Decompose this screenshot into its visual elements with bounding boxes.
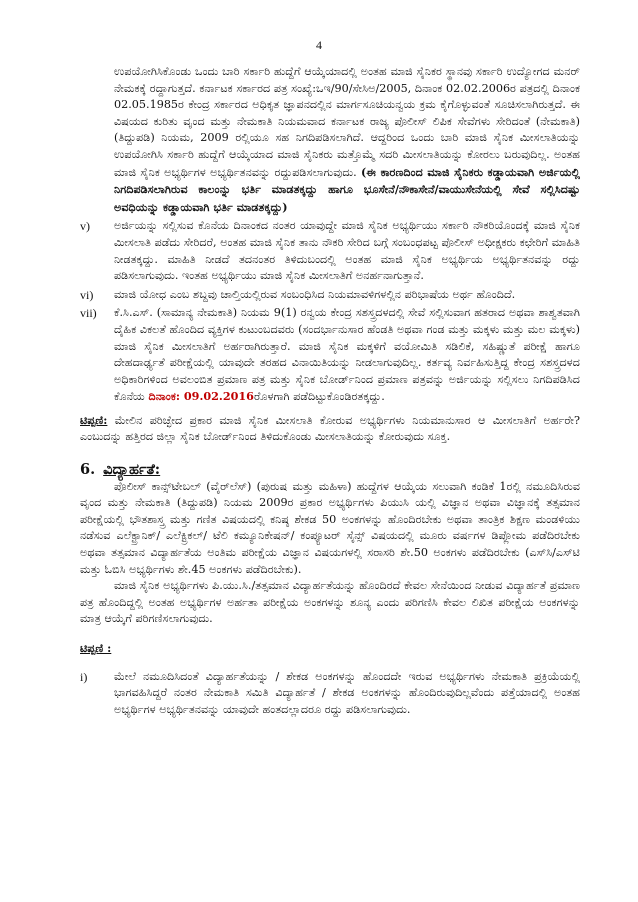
note-list-item [80, 669, 580, 719]
note-heading: ಟಿಪ್ಪಣಿ : [80, 641, 112, 655]
list-item-vi [80, 287, 580, 304]
list-marker: i) [80, 669, 88, 684]
list-item-text: ಮಾಜಿ ಯೋಧ ಎಂಬ ಶಬ್ದವು ಚಾಲ್ತಿಯಲ್ಲಿರುವ ಸಂಬಂಧಿಸಿದ ನಿಯಮಾವಳಿಗಳಲ್ಲಿನ ಪರಿಭಾಷೆಯ ಅರ್ಥ ಹೊಂದಿದೆ. [114, 287, 516, 301]
deadline-date: ದಿನಾಂಕ: 09.02.2016 [148, 389, 254, 404]
note-paragraph [80, 412, 580, 446]
intro-paragraph [114, 64, 580, 216]
note-text: ಮೇಲಿನ ಪರಿಚ್ಛೇದ ಪ್ರಕಾರ ಮಾಜಿ ಸೈನಿಕ ಮೀಸಲಾತಿ ಕೋರುವ ಅಭ್ಯರ್ಥಿಗಳು ನಿಯಮಾನುಸಾರ ಆ ಮೀಸಲಾತಿಗೆ ಅರ್ಹರೇ? ಎಂಬುದನ್ನು ಹತ್ತಿರದ ಜಿಲ್ಲಾ ಸೈನಿಕ ಬೋರ್ಡ್‌ನಿಂದ ತಿಳಿದುಕೊಂಡು ಮೀಸಲಾತಿಯನ್ನು ಕೋರುವುದು ಸೂಕ್ತ. [80, 413, 581, 444]
list-marker: vi) [80, 287, 94, 302]
list-marker: v) [80, 219, 90, 234]
page-number: 4 [316, 38, 322, 52]
section-heading [80, 462, 580, 479]
document-body [80, 64, 580, 718]
list-item-text-end: ರೊಳಗಾಗಿ ಪಡೆದಿಟ್ಟುಕೊಂಡಿರತಕ್ಕದ್ದು. [253, 390, 385, 404]
section-title: ವಿದ್ಯಾರ್ಹತೆ: [103, 461, 161, 479]
section-number: 6. [80, 461, 96, 479]
section-paragraph-2: ಮಾಜಿ ಸೈನಿಕ ಅಭ್ಯರ್ಥಿಗಳು ಪಿ.ಯು.ಸಿ./ತತ್ಸಮಾನ ವಿದ್ಯಾರ್ಹತೆಯನ್ನು ಹೊಂದಿರದೆ ಕೇವಲ ಸೇನೆಯಿಂದ ನೀಡುವ ವಿದ್ಯಾರ್ಹತೆ ಪ್ರಮಾಣ ಪತ್ರ ಹೊಂದಿದ್ದಲ್ಲಿ ಅಂತಹ ಅಭ್ಯರ್ಥಿಗಳ ಅರ್ಹತಾ ಪರೀಕ್ಷೆಯ ಅಂಕಗಳನ್ನು ಶೂನ್ಯ ಎಂದು ಪರಿಗಣಿಸಿ ಕೇವಲ ಲಿಖಿತ ಪರೀಕ್ಷೆಯ ಅಂಕಗಳನ್ನು ಮಾತ್ರ ಆಯ್ಕೆಗೆ ಪರಿಗಣಿಸಲಾಗುವುದು. [80, 579, 580, 626]
list-item-text-container [114, 305, 580, 406]
list-item-vii [80, 305, 580, 406]
list-item-text: ಅರ್ಜಿಯನ್ನು ಸಲ್ಲಿಸುವ ಕೊನೆಯ ದಿನಾಂಕದ ನಂತರ ಯಾವುದ್ದೇ ಮಾಜಿ ಸೈನಿಕ ಅಭ್ಯರ್ಥಿಯು ಸರ್ಕಾರಿ ನೌಕರಿಯೊಂದಕ್ಕೆ ಮಾಜಿ ಸೈನಿಕ ಮೀಸಲಾತಿ ಪಡೆದು ಸೇರಿದರೆ, ಅಂತಹ ಮಾಜಿ ಸೈನಿಕ ತಾನು ನೌಕರಿ ಸೇರಿದ ಬಗ್ಗೆ ಸಂಬಂಧಪಟ್ಟ ಪೊಲೀಸ್ ಅಧೀಕ್ಷಕರು ಕಛೇರಿಗೆ ಮಾಹಿತಿ ನೀಡತಕ್ಕದ್ದು. ಮಾಹಿತಿ ನೀಡದೆ ತದನಂತರ ತಿಳಿದುಬಂದಲ್ಲಿ ಅಂತಹ ಮಾಜಿ ಸೈನಿಕ ಅಭ್ಯರ್ಥಿಯ ಅಭ್ಯರ್ಥಿತನವನ್ನು ರದ್ದು ಪಡಿಸಲಾಗುವುದು. ಇಂತಹ ಅಭ್ಯರ್ಥಿಯು ಮಾಜಿ ಸೈನಿಕ ಮೀಸಲಾತಿಗೆ ಅನರ್ಹನಾಗುತ್ತಾನೆ. [114, 219, 580, 283]
section-paragraph-1: ಪೊಲೀಸ್ ಕಾನ್ಸ್‌ಟೇಬಲ್ (ವೈರ್‌ಲೆಸ್) (ಪುರುಷ ಮತ್ತು ಮಹಿಳಾ) ಹುದ್ದೆಗಳ ಆಯ್ಕೆಯ ಸಲುವಾಗಿ ಕಂಡಿಕೆ 1ರಲ್ಲಿ ನಮೂದಿಸಿರುವ ವೃಂದ ಮತ್ತು ನೇಮಕಾತಿ (ತಿದ್ದುಪಡಿ) ನಿಯಮ 2009ರ ಪ್ರಕಾರ ಅಭ್ಯರ್ಥಿಗಳು ಪಿಯುಸಿ ಯಲ್ಲಿ ವಿಜ್ಞಾನ ಅಥವಾ ವಿಜ್ಞಾನಕ್ಕೆ ತತ್ಸಮಾನ ಪರೀಕ್ಷೆಯಲ್ಲಿ ಭೌತಶಾಸ್ತ್ರ ಮತ್ತು ಗಣಿತ ವಿಷಯದಲ್ಲಿ ಕನಿಷ್ಠ ಶೇಕಡ 50 ಅಂಕಗಳನ್ನು ಹೊಂದಿರಬೇಕು ಅಥವಾ ತಾಂತ್ರಿಕ ಶಿಕ್ಷಣ ಮಂಡಳಿಯು ನಡೆಸುವ ಎಲೆಕ್ಟ್ರಾನಿಕ್/ ಎಲೆಕ್ಟ್ರಿಕಲ್/ ಟೆಲಿ ಕಮ್ಯೂನಿಕೇಷನ್/ ಕಂಪ್ಯೂಟರ್ ಸೈನ್ಸ್ ವಿಷಯದಲ್ಲಿ ಮೂರು ವರ್ಷಗಳ ಡಿಪ್ಲೋಮ ಪಡೆದಿರಬೇಕು ಅಥವಾ ತತ್ಸಮಾನ ವಿದ್ಯಾರ್ಹತೆಯ ಅಂತಿಮ ಪರೀಕ್ಷೆಯ ವಿಜ್ಞಾನ ವಿಷಯಗಳಲ್ಲಿ ಸರಾಸರಿ ಶೇ.50 ಅಂಕಗಳು ಪಡೆದಿರಬೇಕು (ಎಸ್‌ಸಿ/ಎಸ್‌ಟಿ ಮತ್ತು ಓಬಿಸಿ ಅಭ್ಯರ್ಥಿಗಳು ಶೇ.45 ಅಂಕಗಳು ಪಡೆದಿರಬೇಕು). [80, 479, 580, 576]
list-item-v [80, 218, 580, 284]
list-item-text: ಕೆ.ಸಿ.ಎಸ್. (ಸಾಮಾನ್ಯ ನೇಮಕಾತಿ) ನಿಯಮ 9(1) ರನ್ವಯ ಕೇಂದ್ರ ಸಶಸ್ತ್ರದಳದಲ್ಲಿ ಸೇವೆ ಸಲ್ಲಿಸುವಾಗ ಹತರಾದ ಅಥವಾ ಶಾಶ್ವತವಾಗಿ ದೈಹಿಕ ವಿಕಲತೆ ಹೊಂದಿದ ವ್ಯಕ್ತಿಗಳ ಕುಟುಂಬದವರು (ಸಂದರ್ಭಾನುಸಾರ ಹೆಂಡತಿ ಅಥವಾ ಗಂಡ ಮತ್ತು ಮಕ್ಕಳು ಮತ್ತು ಮಲ ಮಕ್ಕಳು) ಮಾಜಿ ಸೈನಿಕ ಮೀಸಲಾತಿಗೆ ಅರ್ಹರಾಗಿರುತ್ತಾರೆ. ಮಾಜಿ ಸೈನಿಕ ಮಕ್ಕಳಿಗೆ ವಯೋಮಿತಿ ಸಡಿಲಿಕೆ, ಸಹಿಷ್ಣುತೆ ಪರೀಕ್ಷೆ ಹಾಗೂ ದೇಹದಾರ್ಢ್ಯತೆ ಪರೀಕ್ಷೆಯಲ್ಲಿ ಯಾವುದೇ ತರಹದ ವಿನಾಯಿತಿಯನ್ನು ನೀಡಲಾಗುವುದಿಲ್ಲ. ಕರ್ತವ್ಯ ನಿರ್ವಹಿಸುತ್ತಿದ್ದ ಕೇಂದ್ರ ಸಶಸ್ತ್ರದಳದ ಅಧಿಕಾರಿಗಳಿಂದ ಅವಲಂಬಿತ ಪ್ರಮಾಣ ಪತ್ರ ಮತ್ತು ಸೈನಿಕ ಬೋರ್ಡ್‌ನಿಂದ ಪ್ರಮಾಣ ಪತ್ರವನ್ನು ಅರ್ಜಿಯನ್ನು ಸಲ್ಲಿಸಲು ನಿಗದಿಪಡಿಸಿದ ಕೊನೆಯ [114, 306, 580, 404]
intro-bold-text: (ಈ ಕಾರಣದಿಂದ ಮಾಜಿ ಸೈನಿಕರು ಕಡ್ಡಾಯವಾಗಿ ಅರ್ಜಿಯಲ್ಲಿ ನಿಗದಿಪಡಿಸಲಾಗಿರುವ ಕಾಲಂನ್ನು ಭರ್ತಿ ಮಾಡತಕ್ಕದ್ದು ಹಾಗೂ ಭೂಸೇನೆ/ನೌಕಾಸೇನೆ/ವಾಯುಸೇನೆಯಲ್ಲಿ ಸೇವೆ ಸಲ್ಲಿಸಿದಷ್ಟು ಅವಧಿಯನ್ನು ಕಡ್ಡಾಯವಾಗಿ ಭರ್ತಿ ಮಾಡತಕ್ಕದ್ದು) [114, 164, 581, 214]
note-label: ಟಿಪ್ಪಣಿ: [80, 412, 108, 427]
list-marker: vii) [80, 306, 97, 321]
list-item-text: ಮೇಲೆ ನಮೂದಿಸಿದಂತೆ ವಿದ್ಯಾರ್ಹತೆಯನ್ನು / ಶೇಕಡ ಅಂಕಗಳನ್ನು ಹೊಂದದೇ ಇರುವ ಅಭ್ಯರ್ಥಿಗಳು ನೇಮಕಾತಿ ಪ್ರಕ್ರಿಯೆಯಲ್ಲಿ ಭಾಗವಹಿಸಿದ್ದರೆ ನಂತರ ನೇಮಕಾತಿ ಸಮಿತಿ ವಿದ್ಯಾರ್ಹತೆ / ಶೇಕಡ ಅಂಕಗಳನ್ನು ಹೊಂದಿರುವುದಿಲ್ಲವೆಂದು ಪತ್ತೆಯಾದಲ್ಲಿ ಅಂತಹ ಅಭ್ಯರ್ಥಿಗಳ ಅಭ್ಯರ್ಥಿತನವನ್ನು ಯಾವುದೇ ಹಂತದಲ್ಲಾದರೂ ರದ್ದು ಪಡಿಸಲಾಗುವುದು. [114, 669, 580, 716]
intro-text: ಉಪಯೋಗಿಸಿಕೊಂಡು ಒಂದು ಬಾರಿ ಸರ್ಕಾರಿ ಹುದ್ದೆಗೆ ಆಯ್ಕೆಯಾದಲ್ಲಿ ಅಂತಹ ಮಾಜಿ ಸೈನಿಕರ ಸ್ಥಾನವು ಸರ್ಕಾರಿ ಉದ್ಯೋಗದ ಮನರ್ ನೇಮಕಕ್ಕೆ ರದ್ದಾಗುತ್ತದೆ. ಕರ್ನಾಟಕ ಸರ್ಕಾರದ ಪತ್ರ ಸಂಖ್ಯೆ:ಒಇ/90/ಸೇಸಿಅ/2005, ದಿನಾಂಕ 02.02.2006ರ ಪತ್ರದಲ್ಲಿ ದಿನಾಂಕ 02.05.1985ರ ಕೇಂದ್ರ ಸರ್ಕಾರದ ಅಧಿಕೃತ ಜ್ಞಾಪನದಲ್ಲಿನ ಮಾರ್ಗಸೂಚಿಯನ್ವಯ ಕ್ರಮ ಕೈಗೊಳ್ಳುವಂತೆ ಸೂಚಿಸಲಾಗಿರುತ್ತದೆ. ಈ ವಿಷಯದ ಕುರಿತು ವೃಂದ ಮತ್ತು ನೇಮಕಾತಿ ನಿಯಮವಾದ ಕರ್ನಾಟಕ ರಾಜ್ಯ ಪೊಲೀಸ್ ಲಿಪಿಕ ಸೇವೆಗಳು ಸೇರಿದಂತೆ (ನೇಮಕಾತಿ) (ತಿದ್ದುಪಡಿ) ನಿಯಮ, 2009 ರಲ್ಲಿಯೂ ಸಹ ನಿಗದಿಪಡಿಸಲಾಗಿದೆ. ಆದ್ದರಿಂದ ಒಂದು ಬಾರಿ ಮಾಜಿ ಸೈನಿಕ ಮೀಸಲಾತಿಯನ್ನು ಉಪಯೋಗಿಸಿ ಸರ್ಕಾರಿ ಹುದ್ದೆಗೆ ಆಯ್ಕೆಯಾದ ಮಾಜಿ ಸೈನಿಕರು ಮತ್ತೊಮ್ಮೆ ಸದರಿ ಮೀಸಲಾತಿಯನ್ನು ಕೋರಲು ಬರುವುದಿಲ್ಲ. ಅಂತಹ ಮಾಜಿ ಸೈನಿಕ ಅಭ್ಯರ್ಥಿಗಳ ಅಭ್ಯರ್ಥಿತನವನ್ನು ರದ್ದುಪಡಿಸಲಾಗುವುದು. [114, 65, 580, 179]
